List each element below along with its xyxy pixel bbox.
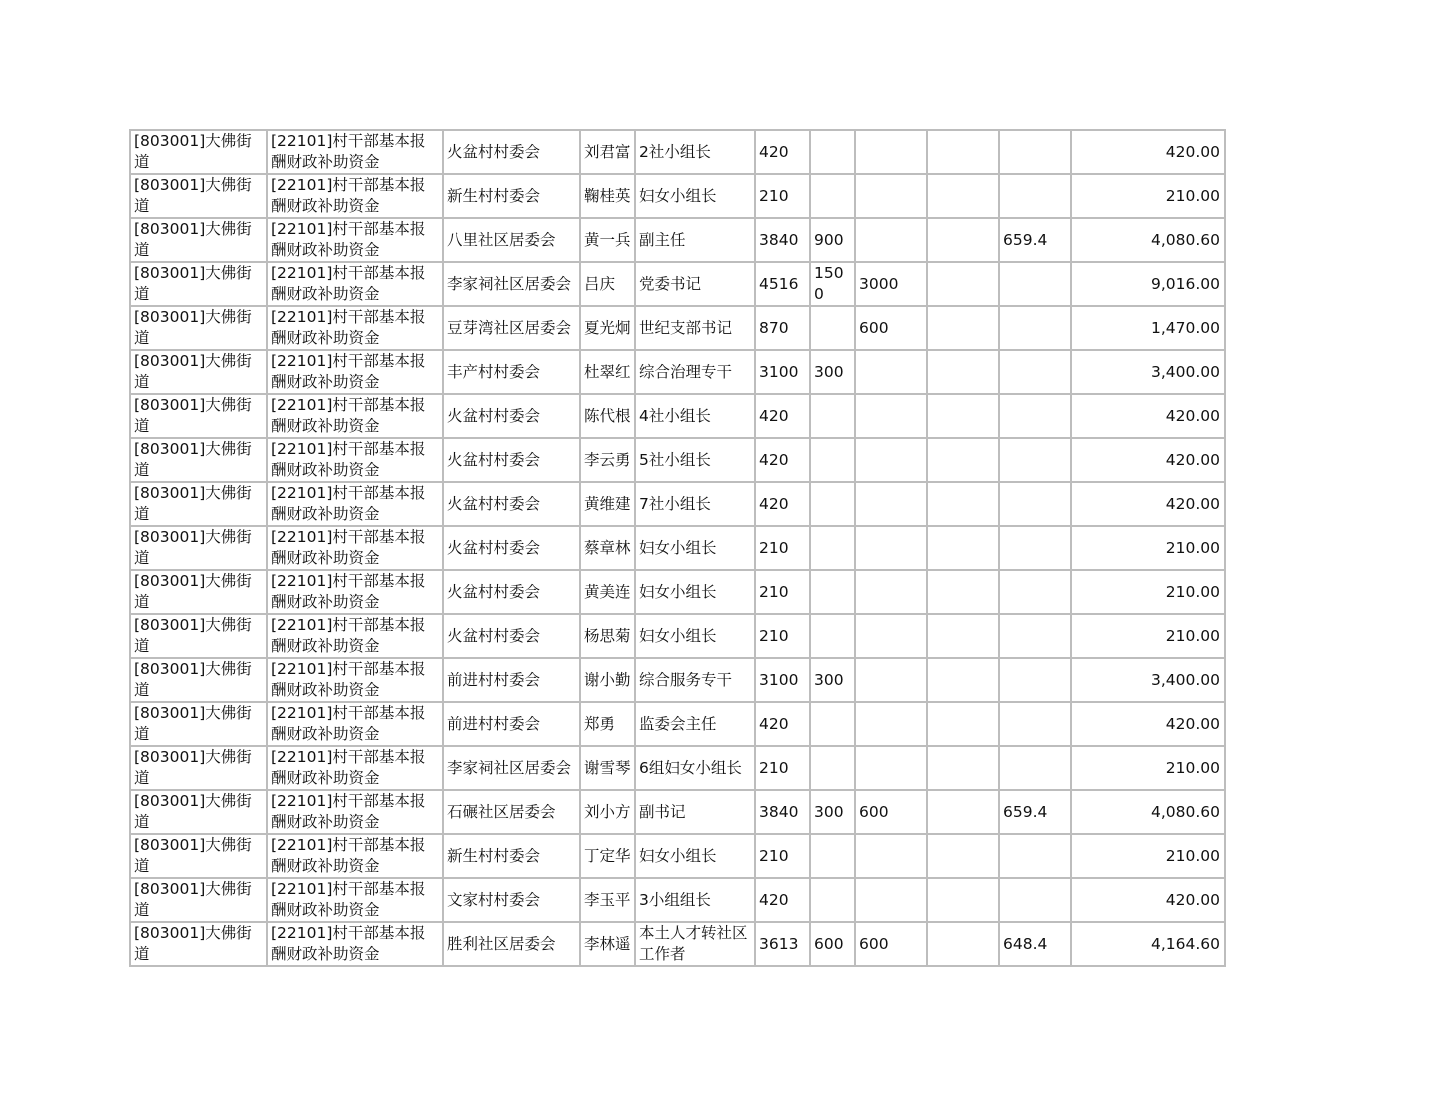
col-9-cell (927, 922, 999, 966)
total-amount-cell: 1,470.00 (1071, 306, 1225, 350)
col-7-cell: 300 (810, 658, 855, 702)
person-name-cell: 谢小勤 (580, 658, 635, 702)
col-7-cell (810, 878, 855, 922)
street-cell: [803001]大佛街道 (130, 130, 267, 174)
col-8-cell (855, 482, 927, 526)
table-row (130, 834, 1225, 878)
total-amount-cell: 4,080.60 (1071, 790, 1225, 834)
fund-item-cell: [22101]村干部基本报酬财政补助资金 (267, 306, 443, 350)
col-9-cell (927, 570, 999, 614)
deduction-cell (999, 614, 1071, 658)
total-amount-cell: 210.00 (1071, 526, 1225, 570)
street-cell: [803001]大佛街道 (130, 438, 267, 482)
deduction-cell (999, 570, 1071, 614)
committee-cell: 李家祠社区居委会 (443, 746, 580, 790)
col-9-cell (927, 306, 999, 350)
position-cell: 4社小组长 (635, 394, 755, 438)
position-cell: 监委会主任 (635, 702, 755, 746)
street-cell: [803001]大佛街道 (130, 174, 267, 218)
deduction-cell (999, 306, 1071, 350)
deduction-cell (999, 350, 1071, 394)
col-9-cell (927, 702, 999, 746)
col-8-cell (855, 438, 927, 482)
position-cell: 党委书记 (635, 262, 755, 306)
base-amount-cell: 210 (755, 570, 810, 614)
col-8-cell (855, 702, 927, 746)
col-8-cell (855, 746, 927, 790)
col-8-cell: 600 (855, 306, 927, 350)
position-cell: 世纪支部书记 (635, 306, 755, 350)
committee-cell: 火盆村村委会 (443, 570, 580, 614)
fund-item-cell: [22101]村干部基本报酬财政补助资金 (267, 878, 443, 922)
committee-cell: 前进村村委会 (443, 658, 580, 702)
col-7-cell (810, 702, 855, 746)
col-7-cell (810, 746, 855, 790)
street-cell: [803001]大佛街道 (130, 218, 267, 262)
col-9-cell (927, 526, 999, 570)
position-cell: 副主任 (635, 218, 755, 262)
deduction-cell (999, 658, 1071, 702)
table-row (130, 174, 1225, 218)
committee-cell: 新生村村委会 (443, 834, 580, 878)
street-cell: [803001]大佛街道 (130, 526, 267, 570)
position-cell: 本土人才转社区工作者 (635, 922, 755, 966)
col-8-cell (855, 218, 927, 262)
position-cell: 妇女小组长 (635, 570, 755, 614)
col-8-cell (855, 658, 927, 702)
total-amount-cell: 210.00 (1071, 746, 1225, 790)
col-9-cell (927, 438, 999, 482)
deduction-cell: 659.4 (999, 790, 1071, 834)
deduction-cell (999, 878, 1071, 922)
col-8-cell (855, 394, 927, 438)
position-cell: 6组妇女小组长 (635, 746, 755, 790)
fund-item-cell: [22101]村干部基本报酬财政补助资金 (267, 614, 443, 658)
position-cell: 妇女小组长 (635, 614, 755, 658)
person-name-cell: 刘君富 (580, 130, 635, 174)
col-9-cell (927, 218, 999, 262)
fund-item-cell: [22101]村干部基本报酬财政补助资金 (267, 218, 443, 262)
committee-cell: 火盆村村委会 (443, 394, 580, 438)
col-8-cell: 600 (855, 922, 927, 966)
street-cell: [803001]大佛街道 (130, 350, 267, 394)
col-9-cell (927, 878, 999, 922)
committee-cell: 文家村村委会 (443, 878, 580, 922)
base-amount-cell: 210 (755, 526, 810, 570)
col-9-cell (927, 658, 999, 702)
table-row (130, 702, 1225, 746)
base-amount-cell: 420 (755, 438, 810, 482)
total-amount-cell: 210.00 (1071, 614, 1225, 658)
position-cell: 妇女小组长 (635, 174, 755, 218)
committee-cell: 李家祠社区居委会 (443, 262, 580, 306)
deduction-cell (999, 262, 1071, 306)
base-amount-cell: 210 (755, 746, 810, 790)
person-name-cell: 蔡章林 (580, 526, 635, 570)
person-name-cell: 鞠桂英 (580, 174, 635, 218)
street-cell: [803001]大佛街道 (130, 658, 267, 702)
position-cell: 3小组组长 (635, 878, 755, 922)
fund-item-cell: [22101]村干部基本报酬财政补助资金 (267, 174, 443, 218)
total-amount-cell: 420.00 (1071, 702, 1225, 746)
person-name-cell: 夏光炯 (580, 306, 635, 350)
street-cell: [803001]大佛街道 (130, 746, 267, 790)
table-row (130, 130, 1225, 174)
col-8-cell (855, 130, 927, 174)
fund-item-cell: [22101]村干部基本报酬财政补助资金 (267, 394, 443, 438)
total-amount-cell: 9,016.00 (1071, 262, 1225, 306)
total-amount-cell: 210.00 (1071, 174, 1225, 218)
table-row (130, 922, 1225, 966)
fund-item-cell: [22101]村干部基本报酬财政补助资金 (267, 702, 443, 746)
committee-cell: 前进村村委会 (443, 702, 580, 746)
total-amount-cell: 420.00 (1071, 878, 1225, 922)
fund-item-cell: [22101]村干部基本报酬财政补助资金 (267, 922, 443, 966)
col-8-cell (855, 174, 927, 218)
table-row (130, 658, 1225, 702)
col-9-cell (927, 790, 999, 834)
col-8-cell: 600 (855, 790, 927, 834)
total-amount-cell: 4,164.60 (1071, 922, 1225, 966)
person-name-cell: 杜翠红 (580, 350, 635, 394)
col-9-cell (927, 614, 999, 658)
col-7-cell (810, 526, 855, 570)
person-name-cell: 黄维建 (580, 482, 635, 526)
table-row (130, 218, 1225, 262)
table-row (130, 878, 1225, 922)
fund-item-cell: [22101]村干部基本报酬财政补助资金 (267, 130, 443, 174)
position-cell: 7社小组长 (635, 482, 755, 526)
col-8-cell (855, 878, 927, 922)
base-amount-cell: 420 (755, 702, 810, 746)
position-cell: 妇女小组长 (635, 526, 755, 570)
person-name-cell: 李云勇 (580, 438, 635, 482)
col-8-cell (855, 350, 927, 394)
committee-cell: 火盆村村委会 (443, 614, 580, 658)
committee-cell: 石碾社区居委会 (443, 790, 580, 834)
total-amount-cell: 3,400.00 (1071, 658, 1225, 702)
person-name-cell: 黄美连 (580, 570, 635, 614)
street-cell: [803001]大佛街道 (130, 790, 267, 834)
table-row (130, 482, 1225, 526)
total-amount-cell: 420.00 (1071, 438, 1225, 482)
fund-item-cell: [22101]村干部基本报酬财政补助资金 (267, 438, 443, 482)
position-cell: 综合治理专干 (635, 350, 755, 394)
deduction-cell (999, 834, 1071, 878)
table-row (130, 306, 1225, 350)
person-name-cell: 谢雪琴 (580, 746, 635, 790)
col-7-cell (810, 614, 855, 658)
street-cell: [803001]大佛街道 (130, 394, 267, 438)
col-8-cell (855, 614, 927, 658)
col-9-cell (927, 262, 999, 306)
col-9-cell (927, 394, 999, 438)
base-amount-cell: 420 (755, 394, 810, 438)
deduction-cell (999, 526, 1071, 570)
committee-cell: 火盆村村委会 (443, 482, 580, 526)
street-cell: [803001]大佛街道 (130, 306, 267, 350)
committee-cell: 八里社区居委会 (443, 218, 580, 262)
committee-cell: 火盆村村委会 (443, 526, 580, 570)
person-name-cell: 黄一兵 (580, 218, 635, 262)
col-7-cell: 300 (810, 350, 855, 394)
street-cell: [803001]大佛街道 (130, 482, 267, 526)
base-amount-cell: 210 (755, 614, 810, 658)
table-body (130, 130, 1225, 966)
person-name-cell: 李玉平 (580, 878, 635, 922)
committee-cell: 豆芽湾社区居委会 (443, 306, 580, 350)
table-row (130, 526, 1225, 570)
table-row (130, 394, 1225, 438)
street-cell: [803001]大佛街道 (130, 834, 267, 878)
base-amount-cell: 3100 (755, 658, 810, 702)
fund-item-cell: [22101]村干部基本报酬财政补助资金 (267, 746, 443, 790)
base-amount-cell: 3840 (755, 790, 810, 834)
fund-item-cell: [22101]村干部基本报酬财政补助资金 (267, 658, 443, 702)
total-amount-cell: 420.00 (1071, 394, 1225, 438)
fund-item-cell: [22101]村干部基本报酬财政补助资金 (267, 834, 443, 878)
table-row (130, 570, 1225, 614)
street-cell: [803001]大佛街道 (130, 702, 267, 746)
person-name-cell: 丁定华 (580, 834, 635, 878)
base-amount-cell: 870 (755, 306, 810, 350)
person-name-cell: 李林遥 (580, 922, 635, 966)
table-row (130, 746, 1225, 790)
col-7-cell (810, 570, 855, 614)
col-9-cell (927, 174, 999, 218)
col-8-cell (855, 526, 927, 570)
deduction-cell (999, 702, 1071, 746)
deduction-cell (999, 482, 1071, 526)
person-name-cell: 吕庆 (580, 262, 635, 306)
table-row (130, 790, 1225, 834)
col-9-cell (927, 350, 999, 394)
street-cell: [803001]大佛街道 (130, 262, 267, 306)
committee-cell: 丰产村村委会 (443, 350, 580, 394)
base-amount-cell: 4516 (755, 262, 810, 306)
street-cell: [803001]大佛街道 (130, 570, 267, 614)
base-amount-cell: 420 (755, 482, 810, 526)
base-amount-cell: 420 (755, 878, 810, 922)
deduction-cell (999, 394, 1071, 438)
col-7-cell (810, 130, 855, 174)
col-9-cell (927, 834, 999, 878)
col-8-cell (855, 834, 927, 878)
table-row (130, 262, 1225, 306)
col-9-cell (927, 130, 999, 174)
base-amount-cell: 3613 (755, 922, 810, 966)
street-cell: [803001]大佛街道 (130, 878, 267, 922)
fund-item-cell: [22101]村干部基本报酬财政补助资金 (267, 350, 443, 394)
committee-cell: 胜利社区居委会 (443, 922, 580, 966)
deduction-cell: 659.4 (999, 218, 1071, 262)
fund-item-cell: [22101]村干部基本报酬财政补助资金 (267, 482, 443, 526)
committee-cell: 火盆村村委会 (443, 130, 580, 174)
col-7-cell (810, 834, 855, 878)
total-amount-cell: 420.00 (1071, 482, 1225, 526)
position-cell: 副书记 (635, 790, 755, 834)
base-amount-cell: 3100 (755, 350, 810, 394)
col-8-cell: 3000 (855, 262, 927, 306)
committee-cell: 火盆村村委会 (443, 438, 580, 482)
col-9-cell (927, 482, 999, 526)
base-amount-cell: 210 (755, 174, 810, 218)
deduction-cell (999, 130, 1071, 174)
person-name-cell: 郑勇 (580, 702, 635, 746)
col-7-cell (810, 438, 855, 482)
col-7-cell: 600 (810, 922, 855, 966)
table-row (130, 614, 1225, 658)
deduction-cell (999, 438, 1071, 482)
salary-subsidy-table (129, 129, 1226, 967)
col-7-cell (810, 394, 855, 438)
col-7-cell: 900 (810, 218, 855, 262)
col-9-cell (927, 746, 999, 790)
street-cell: [803001]大佛街道 (130, 614, 267, 658)
base-amount-cell: 210 (755, 834, 810, 878)
total-amount-cell: 3,400.00 (1071, 350, 1225, 394)
table-row (130, 438, 1225, 482)
fund-item-cell: [22101]村干部基本报酬财政补助资金 (267, 790, 443, 834)
deduction-cell (999, 746, 1071, 790)
fund-item-cell: [22101]村干部基本报酬财政补助资金 (267, 570, 443, 614)
base-amount-cell: 420 (755, 130, 810, 174)
fund-item-cell: [22101]村干部基本报酬财政补助资金 (267, 262, 443, 306)
position-cell: 2社小组长 (635, 130, 755, 174)
table-row (130, 350, 1225, 394)
col-7-cell (810, 174, 855, 218)
deduction-cell (999, 174, 1071, 218)
deduction-cell: 648.4 (999, 922, 1071, 966)
total-amount-cell: 210.00 (1071, 834, 1225, 878)
col-7-cell (810, 482, 855, 526)
base-amount-cell: 3840 (755, 218, 810, 262)
col-7-cell (810, 306, 855, 350)
total-amount-cell: 420.00 (1071, 130, 1225, 174)
fund-item-cell: [22101]村干部基本报酬财政补助资金 (267, 526, 443, 570)
person-name-cell: 杨思菊 (580, 614, 635, 658)
col-8-cell (855, 570, 927, 614)
person-name-cell: 陈代根 (580, 394, 635, 438)
position-cell: 综合服务专干 (635, 658, 755, 702)
position-cell: 妇女小组长 (635, 834, 755, 878)
committee-cell: 新生村村委会 (443, 174, 580, 218)
total-amount-cell: 210.00 (1071, 570, 1225, 614)
street-cell: [803001]大佛街道 (130, 922, 267, 966)
person-name-cell: 刘小方 (580, 790, 635, 834)
position-cell: 5社小组长 (635, 438, 755, 482)
col-7-cell: 1500 (810, 262, 855, 306)
total-amount-cell: 4,080.60 (1071, 218, 1225, 262)
col-7-cell: 300 (810, 790, 855, 834)
